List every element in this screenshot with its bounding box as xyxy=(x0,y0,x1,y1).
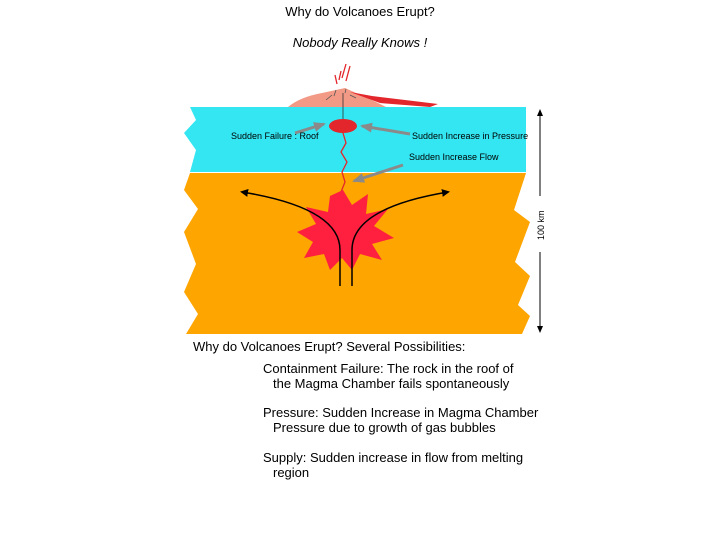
possibility-item xyxy=(263,450,523,480)
page-subtitle: Nobody Really Knows ! xyxy=(292,35,428,50)
possibility-line: Pressure: Sudden Increase in Magma Chamber xyxy=(263,405,539,420)
page-title: Why do Volcanoes Erupt? xyxy=(285,4,435,19)
possibility-line-continued: region xyxy=(273,465,310,480)
possibility-line: Supply: Sudden increase in flow from melting xyxy=(263,450,524,465)
possibility-item xyxy=(263,361,514,391)
magma-chamber xyxy=(329,119,357,133)
possibility-line-continued: the Magma Chamber fails spontaneously xyxy=(273,376,510,391)
possibility-line: Containment Failure: The rock in the roof of xyxy=(263,361,514,376)
possibility-item xyxy=(263,405,538,435)
pressure-increase-label: Sudden Increase in Pressure xyxy=(412,131,529,141)
scale-bar xyxy=(536,109,546,333)
flow-increase-label: Sudden Increase Flow xyxy=(409,152,499,162)
eruption-spatter xyxy=(335,64,350,84)
possibility-line-continued: Pressure due to growth of gas bubbles xyxy=(273,420,496,435)
possibilities-title: Why do Volcanoes Erupt? Several Possibilities: xyxy=(193,339,466,354)
scale-bar-label: 100 km xyxy=(536,210,546,240)
roof-failure-label: Sudden Failure : Roof xyxy=(231,131,319,141)
